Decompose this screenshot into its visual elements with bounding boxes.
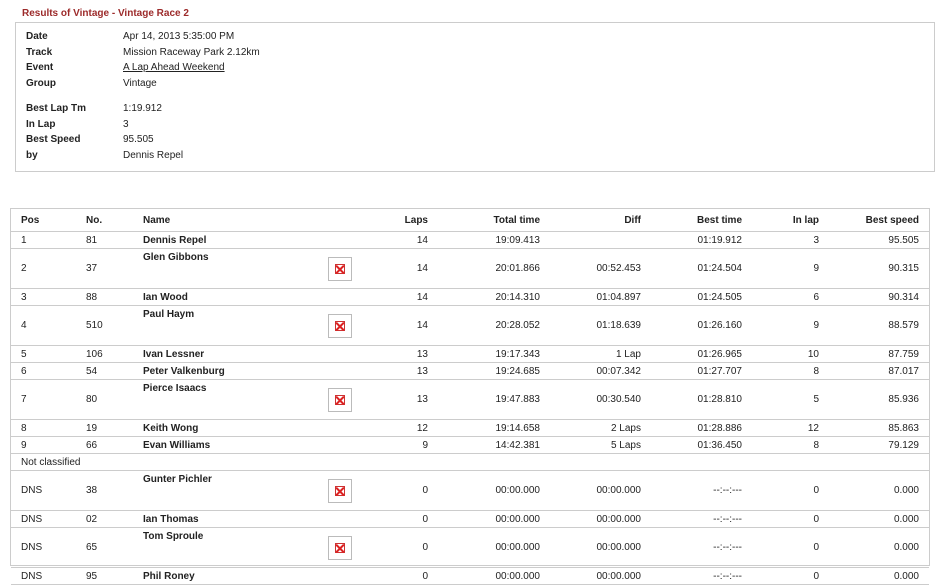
info-best-lap-label: Best Lap Tm bbox=[26, 103, 87, 114]
laps-cell: 13 bbox=[365, 346, 438, 363]
diff-cell: 00:30.540 bbox=[550, 380, 651, 420]
photo-cell bbox=[318, 346, 365, 363]
broken-image-icon[interactable] bbox=[328, 536, 352, 560]
inlap-cell: 12 bbox=[752, 420, 829, 437]
speed-cell: 0.000 bbox=[829, 568, 929, 585]
info-date-value: Apr 14, 2013 5:35:00 PM bbox=[123, 31, 235, 42]
total-cell: 19:17.343 bbox=[438, 346, 550, 363]
info-best-lap-value: 1:19.912 bbox=[123, 103, 162, 114]
info-track-value: Mission Raceway Park 2.12km bbox=[123, 47, 260, 58]
speed-cell: 87.759 bbox=[829, 346, 929, 363]
pos-cell: 1 bbox=[11, 232, 76, 249]
event-link[interactable]: A Lap Ahead Weekend bbox=[123, 62, 225, 73]
laps-cell: 14 bbox=[365, 249, 438, 289]
total-cell: 19:09.413 bbox=[438, 232, 550, 249]
col-photo-header bbox=[318, 209, 365, 232]
table-row bbox=[11, 511, 929, 528]
table-row bbox=[11, 528, 929, 568]
pos-cell: DNS bbox=[11, 511, 76, 528]
info-event-label: Event bbox=[26, 62, 54, 73]
speed-cell: 0.000 bbox=[829, 471, 929, 511]
info-date-label: Date bbox=[26, 31, 48, 42]
no-cell: 510 bbox=[76, 306, 133, 346]
best-cell: --:--:--- bbox=[651, 528, 752, 568]
inlap-cell: 8 bbox=[752, 363, 829, 380]
name-cell: Glen Gibbons bbox=[133, 249, 318, 289]
table-row bbox=[11, 232, 929, 249]
total-cell: 00:00.000 bbox=[438, 471, 550, 511]
photo-cell bbox=[318, 568, 365, 585]
photo-cell bbox=[318, 471, 365, 511]
diff-cell: 2 Laps bbox=[550, 420, 651, 437]
table-row bbox=[11, 289, 929, 306]
name-cell: Evan Williams bbox=[133, 437, 318, 454]
best-cell: --:--:--- bbox=[651, 511, 752, 528]
photo-cell bbox=[318, 380, 365, 420]
name-cell: Keith Wong bbox=[133, 420, 318, 437]
no-cell: 95 bbox=[76, 568, 133, 585]
name-cell: Paul Haym bbox=[133, 306, 318, 346]
no-cell: 88 bbox=[76, 289, 133, 306]
speed-cell: 90.315 bbox=[829, 249, 929, 289]
inlap-cell: 8 bbox=[752, 437, 829, 454]
info-by-label: by bbox=[26, 150, 38, 161]
no-cell: 19 bbox=[76, 420, 133, 437]
inlap-cell: 10 bbox=[752, 346, 829, 363]
speed-cell: 85.936 bbox=[829, 380, 929, 420]
speed-cell: 0.000 bbox=[829, 511, 929, 528]
no-cell: 37 bbox=[76, 249, 133, 289]
best-cell: --:--:--- bbox=[651, 568, 752, 585]
col-speed-header: Best speed bbox=[829, 209, 929, 232]
total-cell: 00:00.000 bbox=[438, 528, 550, 568]
col-total-header: Total time bbox=[438, 209, 550, 232]
inlap-cell: 0 bbox=[752, 471, 829, 511]
laps-cell: 12 bbox=[365, 420, 438, 437]
laps-cell: 13 bbox=[365, 380, 438, 420]
total-cell: 20:28.052 bbox=[438, 306, 550, 346]
diff-cell: 00:00.000 bbox=[550, 471, 651, 511]
inlap-cell: 6 bbox=[752, 289, 829, 306]
laps-cell: 14 bbox=[365, 306, 438, 346]
pos-cell: DNS bbox=[11, 471, 76, 511]
no-cell: 02 bbox=[76, 511, 133, 528]
info-best-speed-label: Best Speed bbox=[26, 134, 81, 145]
laps-cell: 0 bbox=[365, 528, 438, 568]
diff-cell: 00:52.453 bbox=[550, 249, 651, 289]
photo-cell bbox=[318, 437, 365, 454]
no-cell: 80 bbox=[76, 380, 133, 420]
inlap-cell: 0 bbox=[752, 511, 829, 528]
total-cell: 00:00.000 bbox=[438, 568, 550, 585]
col-laps-header: Laps bbox=[365, 209, 438, 232]
diff-cell: 01:04.897 bbox=[550, 289, 651, 306]
info-track-label: Track bbox=[26, 47, 53, 58]
results-table-panel bbox=[10, 208, 930, 582]
no-cell: 81 bbox=[76, 232, 133, 249]
no-cell: 106 bbox=[76, 346, 133, 363]
total-cell: 20:14.310 bbox=[438, 289, 550, 306]
table-row bbox=[11, 568, 929, 585]
diff-cell: 5 Laps bbox=[550, 437, 651, 454]
best-cell: 01:27.707 bbox=[651, 363, 752, 380]
inlap-cell: 3 bbox=[752, 232, 829, 249]
photo-cell bbox=[318, 232, 365, 249]
pos-cell: 7 bbox=[11, 380, 76, 420]
not-classified-row bbox=[11, 454, 929, 471]
no-cell: 38 bbox=[76, 471, 133, 511]
table-row bbox=[11, 471, 929, 511]
col-inlap-header: In lap bbox=[752, 209, 829, 232]
col-pos-header: Pos bbox=[11, 209, 76, 232]
col-diff-header: Diff bbox=[550, 209, 651, 232]
best-cell: --:--:--- bbox=[651, 471, 752, 511]
pos-cell: 5 bbox=[11, 346, 76, 363]
name-cell: Phil Roney bbox=[133, 568, 318, 585]
col-best-header: Best time bbox=[651, 209, 752, 232]
table-row bbox=[11, 420, 929, 437]
best-cell: 01:36.450 bbox=[651, 437, 752, 454]
total-cell: 00:00.000 bbox=[438, 511, 550, 528]
total-cell: 19:24.685 bbox=[438, 363, 550, 380]
race-info-panel bbox=[15, 22, 935, 172]
diff-cell: 01:18.639 bbox=[550, 306, 651, 346]
diff-cell: 00:00.000 bbox=[550, 511, 651, 528]
table-row bbox=[11, 437, 929, 454]
no-cell: 65 bbox=[76, 528, 133, 568]
diff-cell bbox=[550, 232, 651, 249]
photo-cell bbox=[318, 363, 365, 380]
best-cell: 01:24.505 bbox=[651, 289, 752, 306]
pos-cell: 8 bbox=[11, 420, 76, 437]
no-cell: 66 bbox=[76, 437, 133, 454]
info-in-lap-value: 3 bbox=[123, 119, 129, 130]
broken-image-icon[interactable] bbox=[328, 257, 352, 281]
speed-cell: 88.579 bbox=[829, 306, 929, 346]
speed-cell: 0.000 bbox=[829, 528, 929, 568]
photo-cell bbox=[318, 306, 365, 346]
best-cell: 01:26.965 bbox=[651, 346, 752, 363]
best-cell: 01:28.886 bbox=[651, 420, 752, 437]
laps-cell: 0 bbox=[365, 471, 438, 511]
laps-cell: 9 bbox=[365, 437, 438, 454]
broken-image-icon[interactable] bbox=[328, 479, 352, 503]
table-header-row bbox=[11, 209, 929, 232]
name-cell: Pierce Isaacs bbox=[133, 380, 318, 420]
speed-cell: 90.314 bbox=[829, 289, 929, 306]
pos-cell: 6 bbox=[11, 363, 76, 380]
inlap-cell: 0 bbox=[752, 568, 829, 585]
not-classified-label: Not classified bbox=[11, 454, 929, 471]
total-cell: 19:47.883 bbox=[438, 380, 550, 420]
info-group-value: Vintage bbox=[123, 78, 157, 89]
total-cell: 20:01.866 bbox=[438, 249, 550, 289]
total-cell: 19:14.658 bbox=[438, 420, 550, 437]
inlap-cell: 9 bbox=[752, 249, 829, 289]
name-cell: Gunter Pichler bbox=[133, 471, 318, 511]
pos-cell: DNS bbox=[11, 528, 76, 568]
col-name-header: Name bbox=[133, 209, 318, 232]
table-row bbox=[11, 346, 929, 363]
laps-cell: 13 bbox=[365, 363, 438, 380]
pos-cell: DNS bbox=[11, 568, 76, 585]
pos-cell: 2 bbox=[11, 249, 76, 289]
photo-cell bbox=[318, 420, 365, 437]
photo-cell bbox=[318, 528, 365, 568]
laps-cell: 0 bbox=[365, 568, 438, 585]
name-cell: Ian Wood bbox=[133, 289, 318, 306]
name-cell: Ivan Lessner bbox=[133, 346, 318, 363]
total-cell: 14:42.381 bbox=[438, 437, 550, 454]
name-cell: Peter Valkenburg bbox=[133, 363, 318, 380]
name-cell: Ian Thomas bbox=[133, 511, 318, 528]
broken-image-icon[interactable] bbox=[328, 314, 352, 338]
speed-cell: 87.017 bbox=[829, 363, 929, 380]
best-cell: 01:19.912 bbox=[651, 232, 752, 249]
table-row bbox=[11, 306, 929, 346]
inlap-cell: 9 bbox=[752, 306, 829, 346]
name-cell: Dennis Repel bbox=[133, 232, 318, 249]
best-cell: 01:24.504 bbox=[651, 249, 752, 289]
pos-cell: 9 bbox=[11, 437, 76, 454]
table-row bbox=[11, 380, 929, 420]
diff-cell: 00:00.000 bbox=[550, 568, 651, 585]
info-best-speed-value: 95.505 bbox=[123, 134, 154, 145]
laps-cell: 14 bbox=[365, 289, 438, 306]
inlap-cell: 5 bbox=[752, 380, 829, 420]
laps-cell: 0 bbox=[365, 511, 438, 528]
photo-cell bbox=[318, 249, 365, 289]
laps-cell: 14 bbox=[365, 232, 438, 249]
inlap-cell: 0 bbox=[752, 528, 829, 568]
pos-cell: 4 bbox=[11, 306, 76, 346]
photo-cell bbox=[318, 289, 365, 306]
info-in-lap-label: In Lap bbox=[26, 119, 56, 130]
page-title: Results of Vintage - Vintage Race 2 bbox=[22, 8, 189, 19]
speed-cell: 95.505 bbox=[829, 232, 929, 249]
info-group-label: Group bbox=[26, 78, 56, 89]
diff-cell: 1 Lap bbox=[550, 346, 651, 363]
best-cell: 01:28.810 bbox=[651, 380, 752, 420]
speed-cell: 79.129 bbox=[829, 437, 929, 454]
info-by-value: Dennis Repel bbox=[123, 150, 184, 161]
photo-cell bbox=[318, 511, 365, 528]
table-row bbox=[11, 363, 929, 380]
diff-cell: 00:07.342 bbox=[550, 363, 651, 380]
col-no-header: No. bbox=[76, 209, 133, 232]
broken-image-icon[interactable] bbox=[328, 388, 352, 412]
table-row bbox=[11, 249, 929, 289]
pos-cell: 3 bbox=[11, 289, 76, 306]
no-cell: 54 bbox=[76, 363, 133, 380]
diff-cell: 00:00.000 bbox=[550, 528, 651, 568]
best-cell: 01:26.160 bbox=[651, 306, 752, 346]
name-cell: Tom Sproule bbox=[133, 528, 318, 568]
results-table bbox=[11, 209, 929, 585]
speed-cell: 85.863 bbox=[829, 420, 929, 437]
